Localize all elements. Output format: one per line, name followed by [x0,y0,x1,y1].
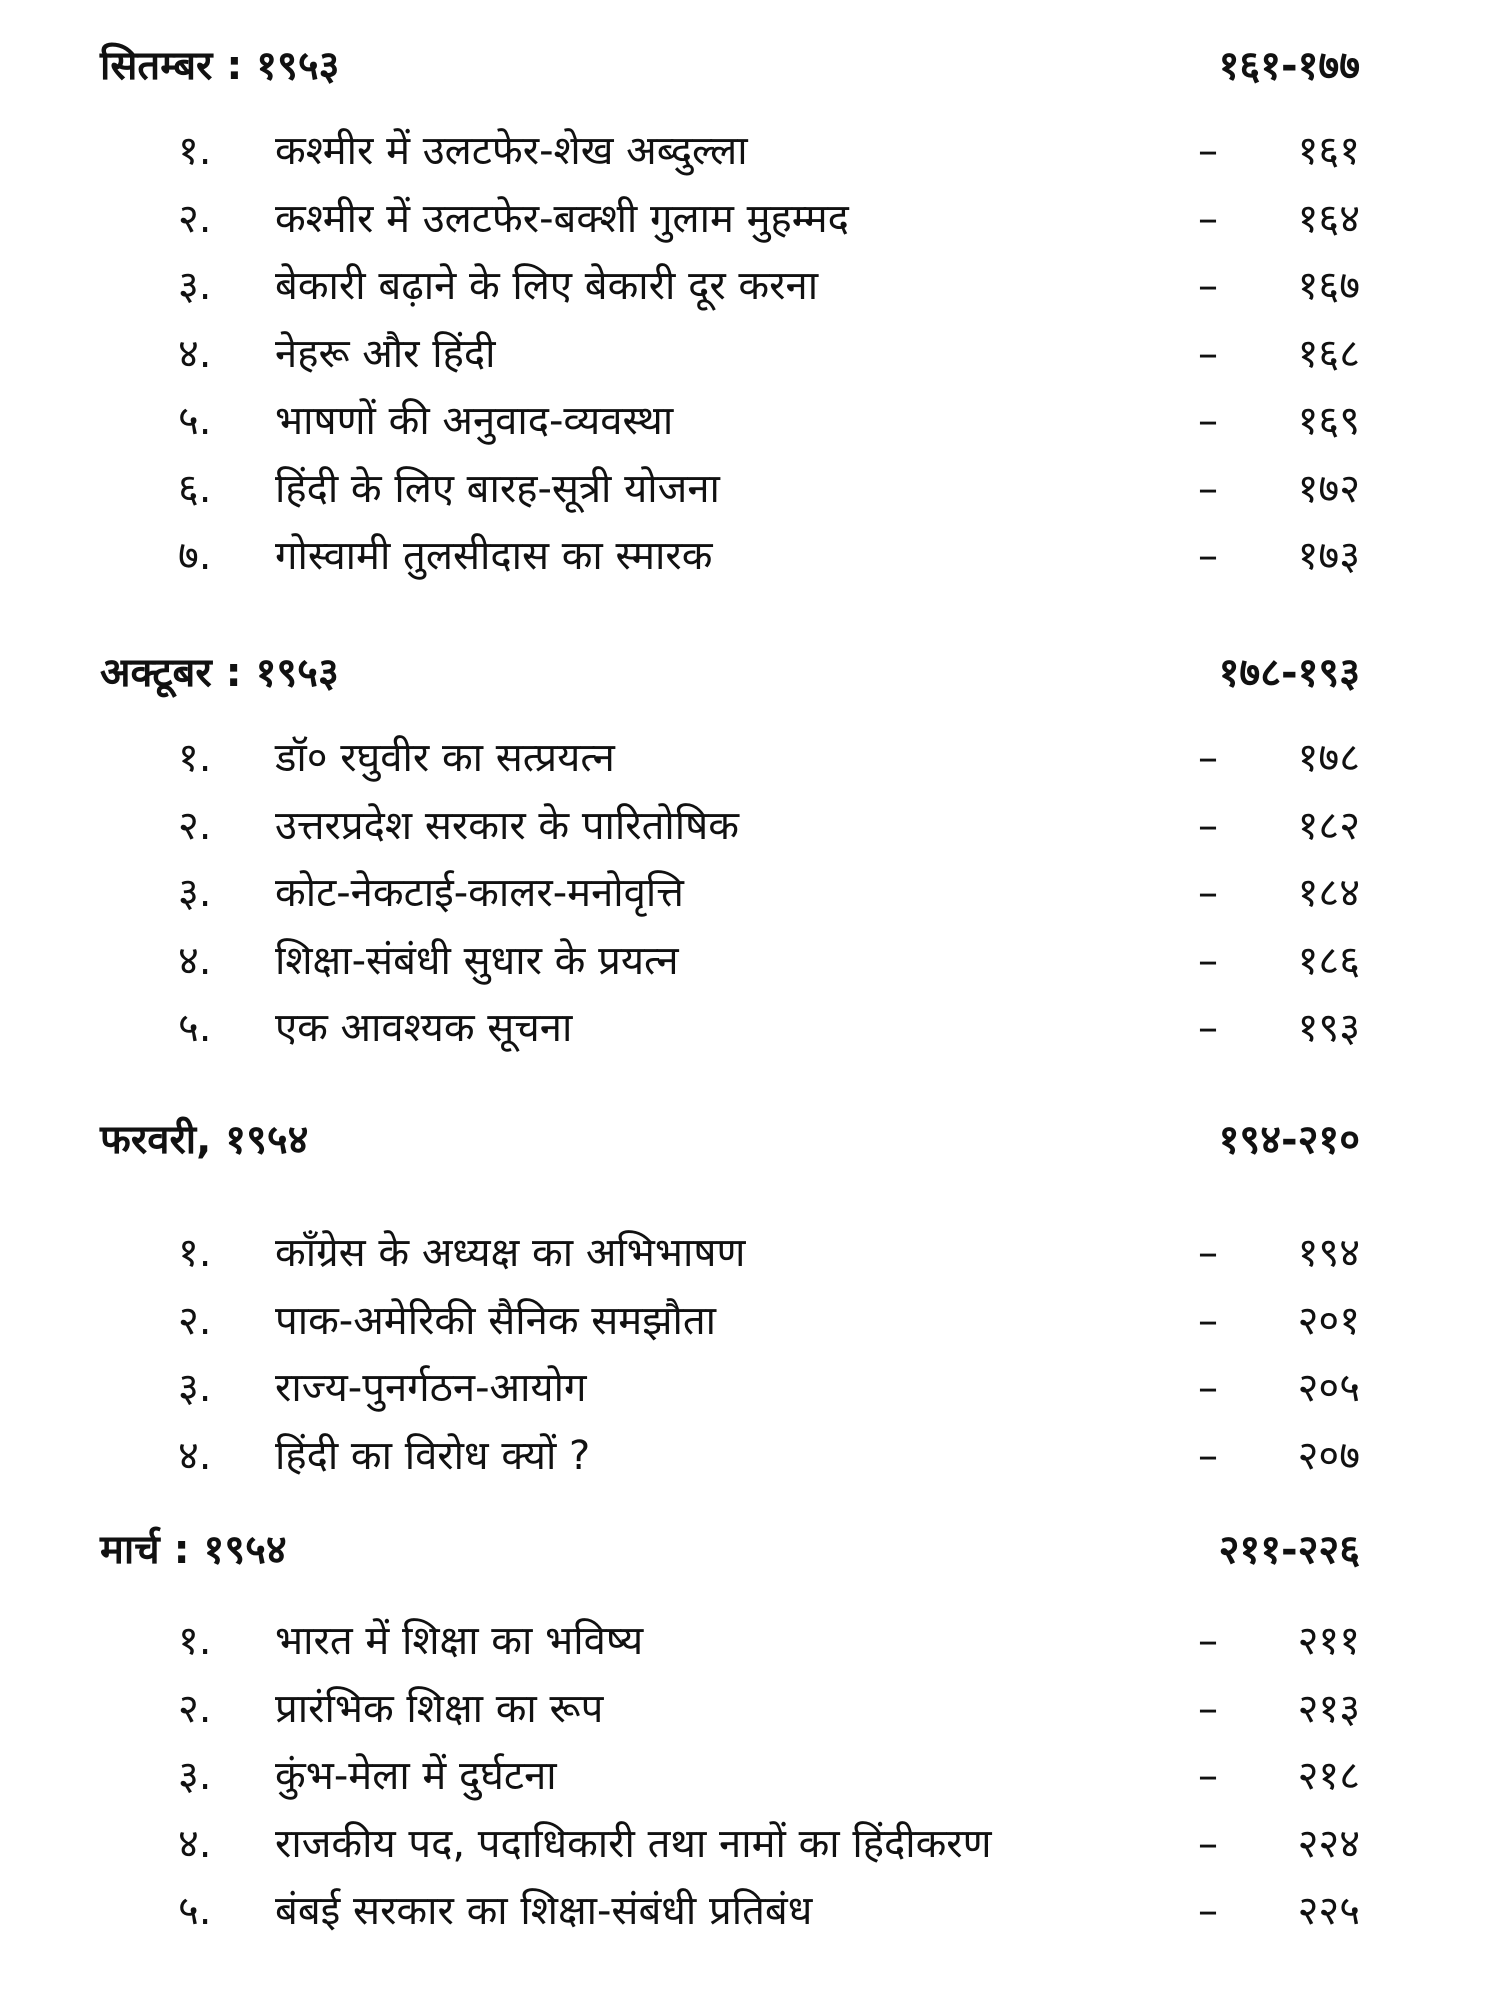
entry-page: २२५ [1297,1888,1360,1934]
entry-dash: – [1198,330,1218,377]
toc-section [100,643,1360,1063]
entry-number: ३. [178,870,212,916]
entry-dash: – [1198,937,1218,984]
entry-page: २०१ [1297,1297,1360,1344]
entry-title: बंबई सरकार का शिक्षा-संबंधी प्रतिबंध [275,1888,813,1934]
entry-page: २०७ [1297,1432,1360,1479]
entry-title: उत्तरप्रदेश सरकार के पारितोषिक [275,802,739,849]
entry-number: २. [178,1685,212,1732]
section-title: फरवरी, १९५४ [100,1117,309,1163]
entry-title: कुंभ-मेला में दुर्घटना [275,1753,557,1799]
entry-dash: – [1198,398,1218,444]
entry-dash: – [1198,1820,1218,1867]
entry-page: १९३ [1297,1005,1360,1051]
entry-dash: – [1198,870,1218,916]
section-header [100,643,1360,703]
entry-number: ४. [178,330,212,377]
entry-title: राज्य-पुनर्गठन-आयोग [275,1365,587,1411]
entry-dash: – [1198,1618,1218,1664]
section-title: मार्च : १९५४ [100,1527,287,1573]
entry-page: १६७ [1297,263,1360,309]
entry-list [100,725,1360,1063]
entry-dash: – [1198,1888,1218,1934]
entry-title: भारत में शिक्षा का भविष्य [275,1618,644,1664]
entry-title: गोस्वामी तुलसीदास का स्मारक [275,533,713,579]
entry-number: १. [178,1230,212,1276]
list-item [100,995,1360,1063]
entry-page: १७३ [1297,533,1360,579]
entry-title: भाषणों की अनुवाद-व्यवस्था [275,398,674,444]
entry-dash: – [1198,263,1218,309]
entry-list [100,1608,1360,1946]
list-item [100,1743,1360,1811]
entry-dash: – [1198,128,1218,174]
entry-page: १६९ [1297,398,1360,444]
table-of-contents [100,0,1360,2000]
entry-number: १. [178,735,212,781]
section-page-range: १७८-१९३ [1218,650,1360,696]
list-item [100,186,1360,254]
entry-page: १७२ [1297,465,1360,512]
entry-dash: – [1198,1685,1218,1732]
entry-page: १९४ [1297,1230,1360,1276]
entry-dash: – [1198,465,1218,512]
entry-dash: – [1198,1230,1218,1276]
section-page-range: १९४-२१० [1218,1117,1360,1163]
toc-section [100,1520,1360,1946]
entry-number: ४. [178,1820,212,1867]
list-item [100,725,1360,793]
list-item [100,1423,1360,1491]
list-item [100,928,1360,996]
entry-title: हिंदी का विरोध क्यों ? [275,1432,591,1479]
entry-title: काँग्रेस के अध्यक्ष का अभिभाषण [275,1230,746,1276]
entry-number: २. [178,802,212,849]
entry-title: कश्मीर में उलटफेर-बक्शी गुलाम मुहम्मद [275,195,849,242]
list-item [100,388,1360,456]
section-header [100,1520,1360,1580]
list-item [100,1608,1360,1676]
entry-page: १८६ [1297,937,1360,984]
entry-title: प्रारंभिक शिक्षा का रूप [275,1685,604,1732]
section-header [100,1110,1360,1170]
list-item [100,1676,1360,1744]
list-item [100,253,1360,321]
entry-title: बेकारी बढ़ाने के लिए बेकारी दूर करना [275,263,819,309]
toc-section [100,1110,1360,1490]
entry-list [100,118,1360,591]
entry-title: पाक-अमेरिकी सैनिक समझौता [275,1297,716,1344]
entry-title: कश्मीर में उलटफेर-शेख अब्दुल्ला [275,128,748,174]
entry-page: १८४ [1297,870,1360,916]
entry-number: १. [178,1618,212,1664]
entry-title: नेहरू और हिंदी [275,330,496,377]
entry-number: ३. [178,1753,212,1799]
list-item [100,1288,1360,1356]
entry-number: ३. [178,263,212,309]
entry-page: २०५ [1297,1365,1360,1411]
entry-page: १६४ [1297,195,1360,242]
entry-page: २२४ [1297,1820,1360,1867]
entry-dash: – [1198,735,1218,781]
list-item [100,793,1360,861]
list-item [100,118,1360,186]
entry-title: शिक्षा-संबंधी सुधार के प्रयत्न [275,937,679,984]
toc-section [100,36,1360,591]
list-item [100,456,1360,524]
entry-number: ७. [178,533,212,579]
entry-number: ३. [178,1365,212,1411]
entry-number: २. [178,195,212,242]
entry-dash: – [1198,1297,1218,1344]
section-title: सितम्बर : १९५३ [100,43,340,89]
entry-dash: – [1198,802,1218,849]
list-item [100,1220,1360,1288]
entry-number: २. [178,1297,212,1344]
entry-number: ६. [178,465,212,512]
entry-number: ५. [178,1888,212,1934]
entry-page: १८२ [1297,802,1360,849]
entry-dash: – [1198,1365,1218,1411]
entry-page: १७८ [1297,735,1360,781]
entry-number: ५. [178,1005,212,1051]
section-title: अक्टूबर : १९५३ [100,650,339,696]
list-item [100,523,1360,591]
entry-title: कोट-नेकटाई-कालर-मनोवृत्ति [275,870,684,916]
entry-dash: – [1198,1753,1218,1799]
list-item [100,1811,1360,1879]
entry-list [100,1220,1360,1490]
section-header [100,36,1360,96]
entry-dash: – [1198,195,1218,242]
list-item [100,860,1360,928]
entry-page: १६१ [1297,128,1360,174]
entry-dash: – [1198,1005,1218,1051]
entry-number: ४. [178,1432,212,1479]
entry-dash: – [1198,1432,1218,1479]
entry-title: राजकीय पद, पदाधिकारी तथा नामों का हिंदीकरण [275,1820,992,1867]
entry-number: ४. [178,937,212,984]
entry-page: २१८ [1297,1753,1360,1799]
entry-title: हिंदी के लिए बारह-सूत्री योजना [275,465,720,512]
entry-number: ५. [178,398,212,444]
list-item [100,321,1360,389]
entry-title: डॉ० रघुवीर का सत्प्रयत्न [275,735,615,781]
section-page-range: १६१-१७७ [1218,43,1360,89]
section-page-range: २११-२२६ [1218,1527,1360,1573]
list-item [100,1878,1360,1946]
entry-page: २११ [1297,1618,1360,1664]
entry-page: २१३ [1297,1685,1360,1732]
entry-page: १६८ [1297,330,1360,377]
entry-number: १. [178,128,212,174]
entry-dash: – [1198,533,1218,579]
list-item [100,1355,1360,1423]
entry-title: एक आवश्यक सूचना [275,1005,573,1051]
